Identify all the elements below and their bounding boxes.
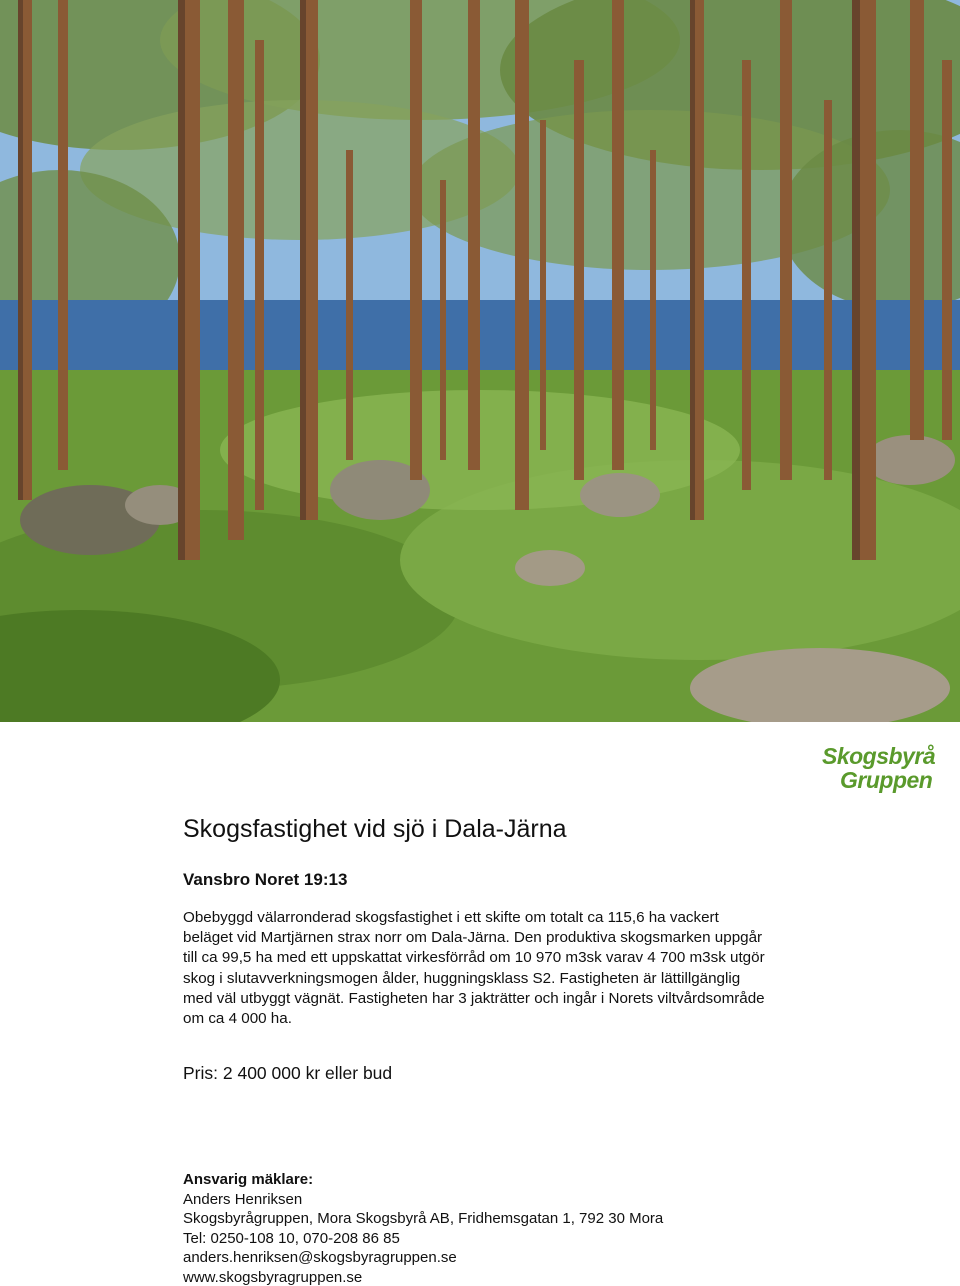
description-line: till ca 99,5 ha med ett uppskattat virkesförråd om 10 970 m3sk varav 4 700 m3sk utgör <box>183 949 765 967</box>
skogsbyragruppen-logo <box>820 743 936 798</box>
contact-block <box>183 1170 883 1286</box>
description-line: om ca 4 000 ha. <box>183 1010 292 1028</box>
listing-content <box>183 812 883 1085</box>
logo-line1: Skogsbyrå <box>822 743 936 769</box>
description-line: med väl utbyggt vägnät. Fastigheten har 3 jakträtter och ingår i Norets viltvårdsområde <box>183 989 765 1007</box>
description-line: skog i slutavverkningsmogen ålder, huggningsklass S2. Fastigheten är lättillgänglig <box>183 969 741 987</box>
listing-description <box>183 908 883 1029</box>
contact-website[interactable]: www.skogsbyragruppen.se <box>183 1268 363 1286</box>
contact-email[interactable]: anders.henriksen@skogsbyragruppen.se <box>183 1249 457 1266</box>
listing-title: Skogsfastighet vid sjö i Dala-Järna <box>183 815 567 843</box>
contact-label: Ansvarig mäklare: <box>183 1171 314 1188</box>
description-line: beläget vid Martjärnen strax norr om Dala-Järna. Den produktiva skogsmarken uppgår <box>183 929 763 947</box>
property-designation: Vansbro Noret 19:13 <box>183 870 348 889</box>
listing-price: Pris: 2 400 000 kr eller bud <box>183 1063 393 1084</box>
contact-name: Anders Henriksen <box>183 1190 303 1208</box>
logo-line2: Gruppen <box>840 767 933 793</box>
description-line: Obebyggd välarronderad skogsfastighet i ett skifte om totalt ca 115,6 ha vackert <box>183 909 719 926</box>
contact-phone: Tel: 0250-108 10, 070-208 86 85 <box>183 1229 400 1247</box>
contact-company: Skogsbyrågruppen, Mora Skogsbyrå AB, Fridhemsgatan 1, 792 30 Mora <box>183 1210 664 1227</box>
